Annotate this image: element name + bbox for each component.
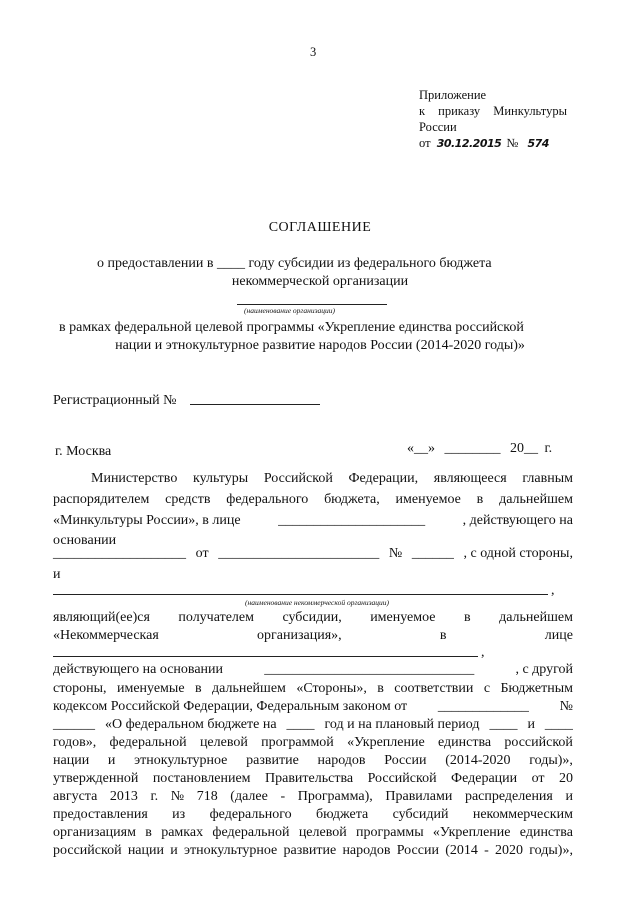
body-word: (2014-2020	[445, 753, 511, 768]
body-text: от	[195, 546, 209, 561]
body-word: единства	[519, 825, 573, 840]
body-line: и	[53, 567, 61, 582]
body-word: федерального	[209, 807, 292, 822]
body-word: федерального	[226, 492, 309, 507]
body-word: организациям	[53, 825, 136, 840]
month-blank: ________	[444, 441, 501, 456]
nko-name-line	[53, 594, 548, 595]
body-word: федеральной	[212, 825, 290, 840]
body-line	[53, 661, 573, 679]
body-word: соответствии	[394, 681, 474, 696]
body-word: в	[476, 492, 484, 507]
body-line	[53, 824, 573, 842]
body-word: августа	[53, 789, 98, 804]
body-word: средств	[165, 492, 211, 507]
body-line	[53, 770, 573, 788]
date-quote: »	[428, 441, 435, 456]
body-word: в	[464, 610, 471, 625]
law-number-blank: ______	[53, 717, 95, 732]
handwritten-date: 30.12.2015	[436, 137, 502, 150]
body-line	[53, 788, 573, 806]
body-text: , действующего на	[462, 513, 573, 528]
body-word: годов»,	[53, 735, 97, 750]
body-word: субсидии,	[282, 610, 342, 625]
body-word: рамках	[161, 825, 204, 840]
body-word: программой	[261, 735, 334, 750]
body-word: от	[531, 771, 545, 786]
body-word: в	[145, 825, 152, 840]
number-sign: №	[559, 699, 573, 714]
body-word: постановлением	[152, 771, 251, 786]
city: г. Москва	[55, 444, 112, 459]
body-word: годы)»,	[529, 843, 573, 858]
day-blank: __	[414, 441, 428, 456]
appendix-date-line	[419, 135, 549, 152]
nko-caption: (наименование некоммерческой организации)	[245, 598, 390, 607]
body-word: целевой	[199, 735, 248, 750]
body-text: действующего на основании	[53, 662, 224, 677]
registration-label: Регистрационный №	[53, 393, 177, 408]
appendix-word: к	[419, 104, 426, 118]
body-word: этнокультурное	[184, 843, 278, 858]
body-line	[91, 470, 573, 488]
body-word: Программа),	[297, 789, 373, 804]
body-line	[53, 491, 573, 509]
body-line: основании	[53, 533, 117, 548]
body-word: из	[172, 807, 186, 822]
body-word: этнокультурное	[134, 753, 228, 768]
body-word: субсидий	[392, 807, 449, 822]
body-word: развитие	[283, 843, 337, 858]
body-word: бюджета,	[324, 492, 380, 507]
body-word: (далее	[230, 789, 268, 804]
subtitle-text: о предоставлении в	[97, 256, 214, 271]
registration-number-line	[190, 404, 320, 405]
body-word: российской	[504, 735, 573, 750]
body-word: нации	[127, 843, 164, 858]
body-word: и	[565, 789, 573, 804]
body-word: нации	[53, 753, 90, 768]
body-word: и	[170, 843, 178, 858]
body-line	[53, 609, 573, 627]
body-word: 2013	[109, 789, 138, 804]
body-word: лице	[544, 628, 573, 643]
body-text: год и на плановый период	[324, 717, 480, 732]
body-word: развитие	[246, 753, 299, 768]
handwritten-number: 574	[527, 137, 549, 150]
body-line	[53, 545, 573, 563]
body-word: Федерации,	[348, 471, 419, 486]
body-line	[53, 752, 573, 770]
date-placeholder	[407, 440, 552, 458]
body-word: с	[483, 681, 491, 696]
body-word: целевой	[298, 825, 347, 840]
body-text: ,	[481, 645, 485, 660]
body-text: и	[527, 717, 535, 732]
body-word: российской	[53, 843, 122, 858]
year-blank: __	[524, 441, 538, 456]
body-word: народов	[317, 753, 366, 768]
body-line	[53, 806, 573, 824]
body-word: «Стороны»,	[296, 681, 367, 696]
organization-caption: (наименование организации)	[244, 306, 336, 315]
body-line	[53, 627, 573, 645]
number-sign: №	[506, 136, 519, 150]
body-word: программы	[356, 825, 424, 840]
body-word: стороны,	[53, 681, 107, 696]
document-title: СОГЛАШЕНИЕ	[268, 220, 372, 235]
body-word: в	[439, 628, 447, 643]
subtitle-line-2: некоммерческой организации	[231, 274, 409, 289]
body-word: именуемое	[370, 610, 436, 625]
body-word: предоставления	[53, 807, 148, 822]
body-word: Министерство	[91, 471, 178, 486]
body-word: в	[194, 681, 202, 696]
subtitle-line-1	[97, 255, 492, 273]
body-text: «О федеральном бюджете на	[104, 717, 277, 732]
appendix-line-2	[419, 103, 567, 119]
body-word: Федерации	[451, 771, 518, 786]
body-text: , с другой	[515, 662, 573, 677]
body-line	[53, 680, 573, 698]
body-word: являющееся	[433, 471, 507, 486]
body-word: федеральной	[109, 735, 187, 750]
organization-name-line	[237, 304, 387, 305]
body-text: кодексом Российской Федерации, Федеральным законом от	[53, 699, 408, 714]
subtitle-text: году субсидии из федерального бюджета	[248, 256, 492, 271]
body-text: ,	[551, 583, 555, 598]
appendix-word: Минкультуры	[493, 104, 567, 118]
body-word: -	[280, 789, 286, 804]
body-word: №	[170, 789, 185, 804]
body-line	[53, 734, 573, 752]
body-word: годы)»,	[529, 753, 573, 768]
law-date-blank: _____________	[437, 699, 529, 714]
number-sign: №	[388, 546, 403, 561]
date-prefix: от	[419, 136, 431, 150]
subtitle-line-3: в рамках федеральной целевой программы «Укрепление единства российской	[59, 320, 524, 335]
year-suffix: г.	[544, 441, 553, 456]
year-prefix: 20	[510, 441, 524, 456]
body-word: г.	[150, 789, 159, 804]
body-word: «Укрепление	[432, 825, 511, 840]
body-text: , с одной стороны,	[463, 546, 573, 561]
plan-year-blank: ____	[544, 717, 573, 732]
body-word: 718	[196, 789, 218, 804]
nko-representative-line	[53, 656, 478, 657]
body-word: Правительства	[265, 771, 354, 786]
body-word: России	[396, 843, 439, 858]
body-word: народов	[342, 843, 391, 858]
body-word: Российской	[367, 771, 437, 786]
body-line	[53, 842, 573, 860]
body-word: Правилами	[385, 789, 453, 804]
body-word: получателем	[178, 610, 254, 625]
body-word: Российской	[263, 471, 333, 486]
body-word: именуемые	[116, 681, 185, 696]
body-word: «Укрепление	[347, 735, 425, 750]
appendix-line-1: Приложение	[419, 88, 487, 102]
body-word: дальнейшем	[212, 681, 286, 696]
page-number: 3	[310, 45, 317, 59]
nko-basis-blank: ______________________________	[264, 662, 475, 677]
body-word: в	[377, 681, 384, 696]
body-word: являющий(ее)ся	[53, 610, 150, 625]
body-word: 2020	[495, 843, 524, 858]
body-word: организация»,	[257, 628, 342, 643]
body-word: главным	[522, 471, 573, 486]
body-word: дальнейшем	[499, 492, 573, 507]
plan-year-blank: ____	[489, 717, 518, 732]
body-word: Бюджетным	[500, 681, 573, 696]
body-word: «Некоммерческая	[53, 628, 159, 643]
body-word: и	[107, 753, 116, 768]
body-word: 20	[558, 771, 573, 786]
body-word: именуемое	[395, 492, 461, 507]
body-line	[53, 716, 573, 734]
basis-blank: ___________________	[53, 546, 186, 561]
basis-number-blank: ______	[411, 546, 454, 561]
body-line	[53, 512, 573, 530]
body-word: некоммерческим	[472, 807, 573, 822]
representative-blank: _____________________	[278, 513, 426, 528]
body-word: утвержденной	[53, 771, 139, 786]
date-quote: «	[407, 441, 414, 456]
body-word: России	[384, 753, 427, 768]
body-word: дальнейшем	[499, 610, 573, 625]
budget-year-blank: ____	[286, 717, 315, 732]
body-word: бюджета	[316, 807, 369, 822]
basis-date-blank: _______________________	[218, 546, 380, 561]
appendix-line-3: России	[419, 120, 457, 134]
subtitle-line-4: нации и этнокультурное развитие народов России (2014-2020 годы)»	[115, 338, 525, 353]
body-word: распорядителем	[53, 492, 150, 507]
year-blank: ____	[216, 256, 245, 271]
body-word: -	[484, 843, 489, 858]
appendix-word: приказу	[438, 104, 481, 118]
body-text: «Минкультуры России», в лице	[53, 513, 241, 528]
body-word: единства	[437, 735, 492, 750]
body-word: распределения	[464, 789, 553, 804]
body-word: (2014	[445, 843, 478, 858]
body-line	[53, 698, 573, 716]
body-word: культуры	[192, 471, 249, 486]
